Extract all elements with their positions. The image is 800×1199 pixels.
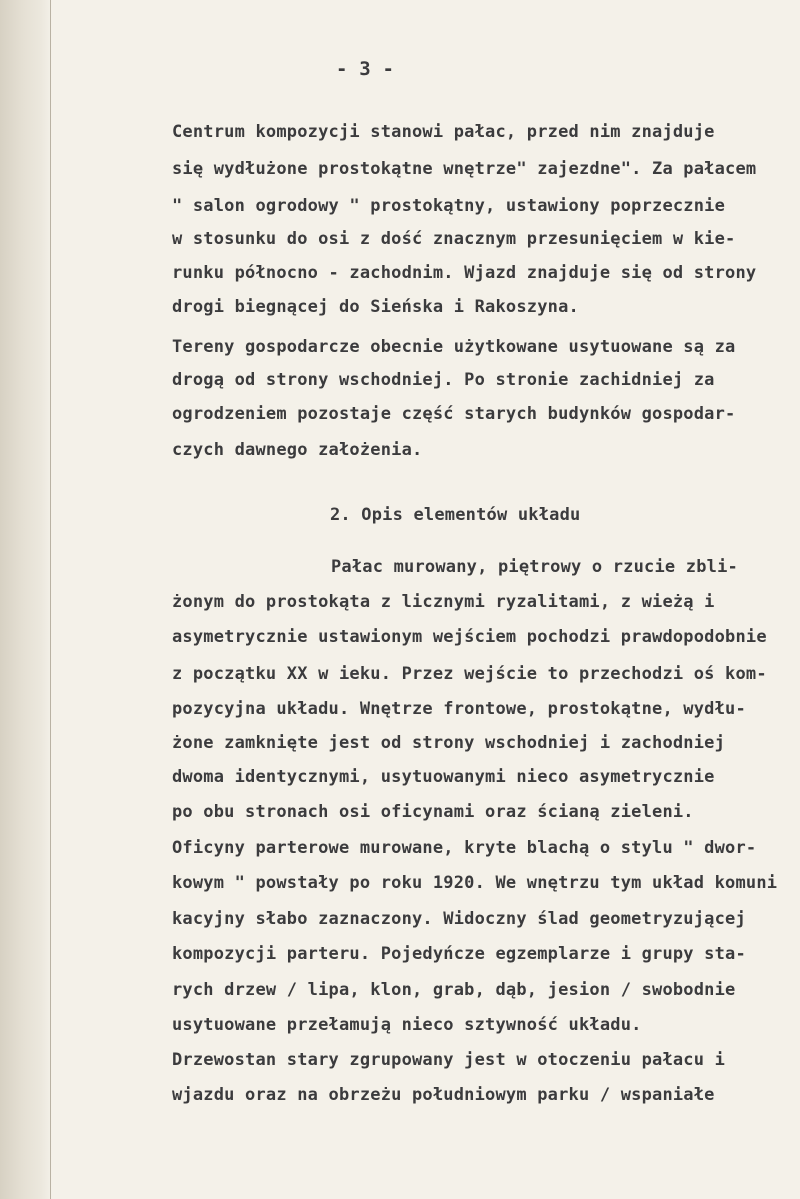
paragraph-1-line-1: Centrum kompozycji stanowi pałac, przed nim znajduje xyxy=(172,122,715,142)
paragraph-1-line-2: się wydłużone prostokątne wnętrze" zajezdne". Za pałacem xyxy=(172,159,757,179)
paragraph-2-line-9: Oficyny parterowe murowane, kryte blachą o stylu " dwor- xyxy=(172,838,757,858)
paragraph-1-line-3: " salon ogrodowy " prostokątny, ustawiony poprzecznie xyxy=(172,196,726,216)
paragraph-2-line-2: żonym do prostokąta z licznymi ryzalitami, z wieżą i xyxy=(172,592,715,612)
paragraph-1-line-4: w stosunku do osi z dość znacznym przesunięciem w kie- xyxy=(172,229,736,249)
section-heading: 2. Opis elementów układu xyxy=(330,505,581,525)
paragraph-2-line-4: z początku XX w ieku. Przez wejście to przechodzi oś kom- xyxy=(172,664,767,684)
page-number: - 3 - xyxy=(336,58,395,80)
paragraph-1-line-8: drogą od strony wschodniej. Po stronie zachidniej za xyxy=(172,370,715,390)
paragraph-2-line-16: wjazdu oraz na obrzeżu południowym parku / wspaniałe xyxy=(172,1085,715,1105)
paragraph-1-line-7: Tereny gospodarcze obecnie użytkowane usytuowane są za xyxy=(172,337,736,357)
paragraph-2-line-10: kowym " powstały po roku 1920. We wnętrzu tym układ komuni xyxy=(172,873,778,893)
paragraph-2-line-13: rych drzew / lipa, klon, grab, dąb, jesion / swobodnie xyxy=(172,980,736,1000)
paragraph-1-line-6: drogi biegnącej do Sieńska i Rakoszyna. xyxy=(172,297,579,317)
paragraph-2-line-1: Pałac murowany, piętrowy o rzucie zbli- xyxy=(331,557,738,577)
paragraph-2-line-11: kacyjny słabo zaznaczony. Widoczny ślad geometryzującej xyxy=(172,909,746,929)
paragraph-2-line-5: pozycyjna układu. Wnętrze frontowe, prostokątne, wydłu- xyxy=(172,699,746,719)
page-binding-edge xyxy=(0,0,52,1199)
paragraph-2-line-6: żone zamknięte jest od strony wschodniej i zachodniej xyxy=(172,733,726,753)
paragraph-1-line-5: runku północno - zachodnim. Wjazd znajduje się od strony xyxy=(172,263,757,283)
paragraph-2-line-8: po obu stronach osi oficynami oraz ścianą zieleni. xyxy=(172,802,694,822)
page-edge-line xyxy=(50,0,51,1199)
paragraph-2-line-12: kompozycji parteru. Pojedyńcze egzemplarze i grupy sta- xyxy=(172,944,746,964)
paragraph-1-line-10: czych dawnego założenia. xyxy=(172,440,423,460)
paragraph-1-line-9: ogrodzeniem pozostaje część starych budynków gospodar- xyxy=(172,404,736,424)
paragraph-2-line-15: Drzewostan stary zgrupowany jest w otoczeniu pałacu i xyxy=(172,1050,726,1070)
paragraph-2-line-14: usytuowane przełamują nieco sztywność układu. xyxy=(172,1015,642,1035)
paragraph-2-line-3: asymetrycznie ustawionym wejściem pochodzi prawdopodobnie xyxy=(172,627,767,647)
paragraph-2-line-7: dwoma identycznymi, usytuowanymi nieco asymetrycznie xyxy=(172,767,715,787)
